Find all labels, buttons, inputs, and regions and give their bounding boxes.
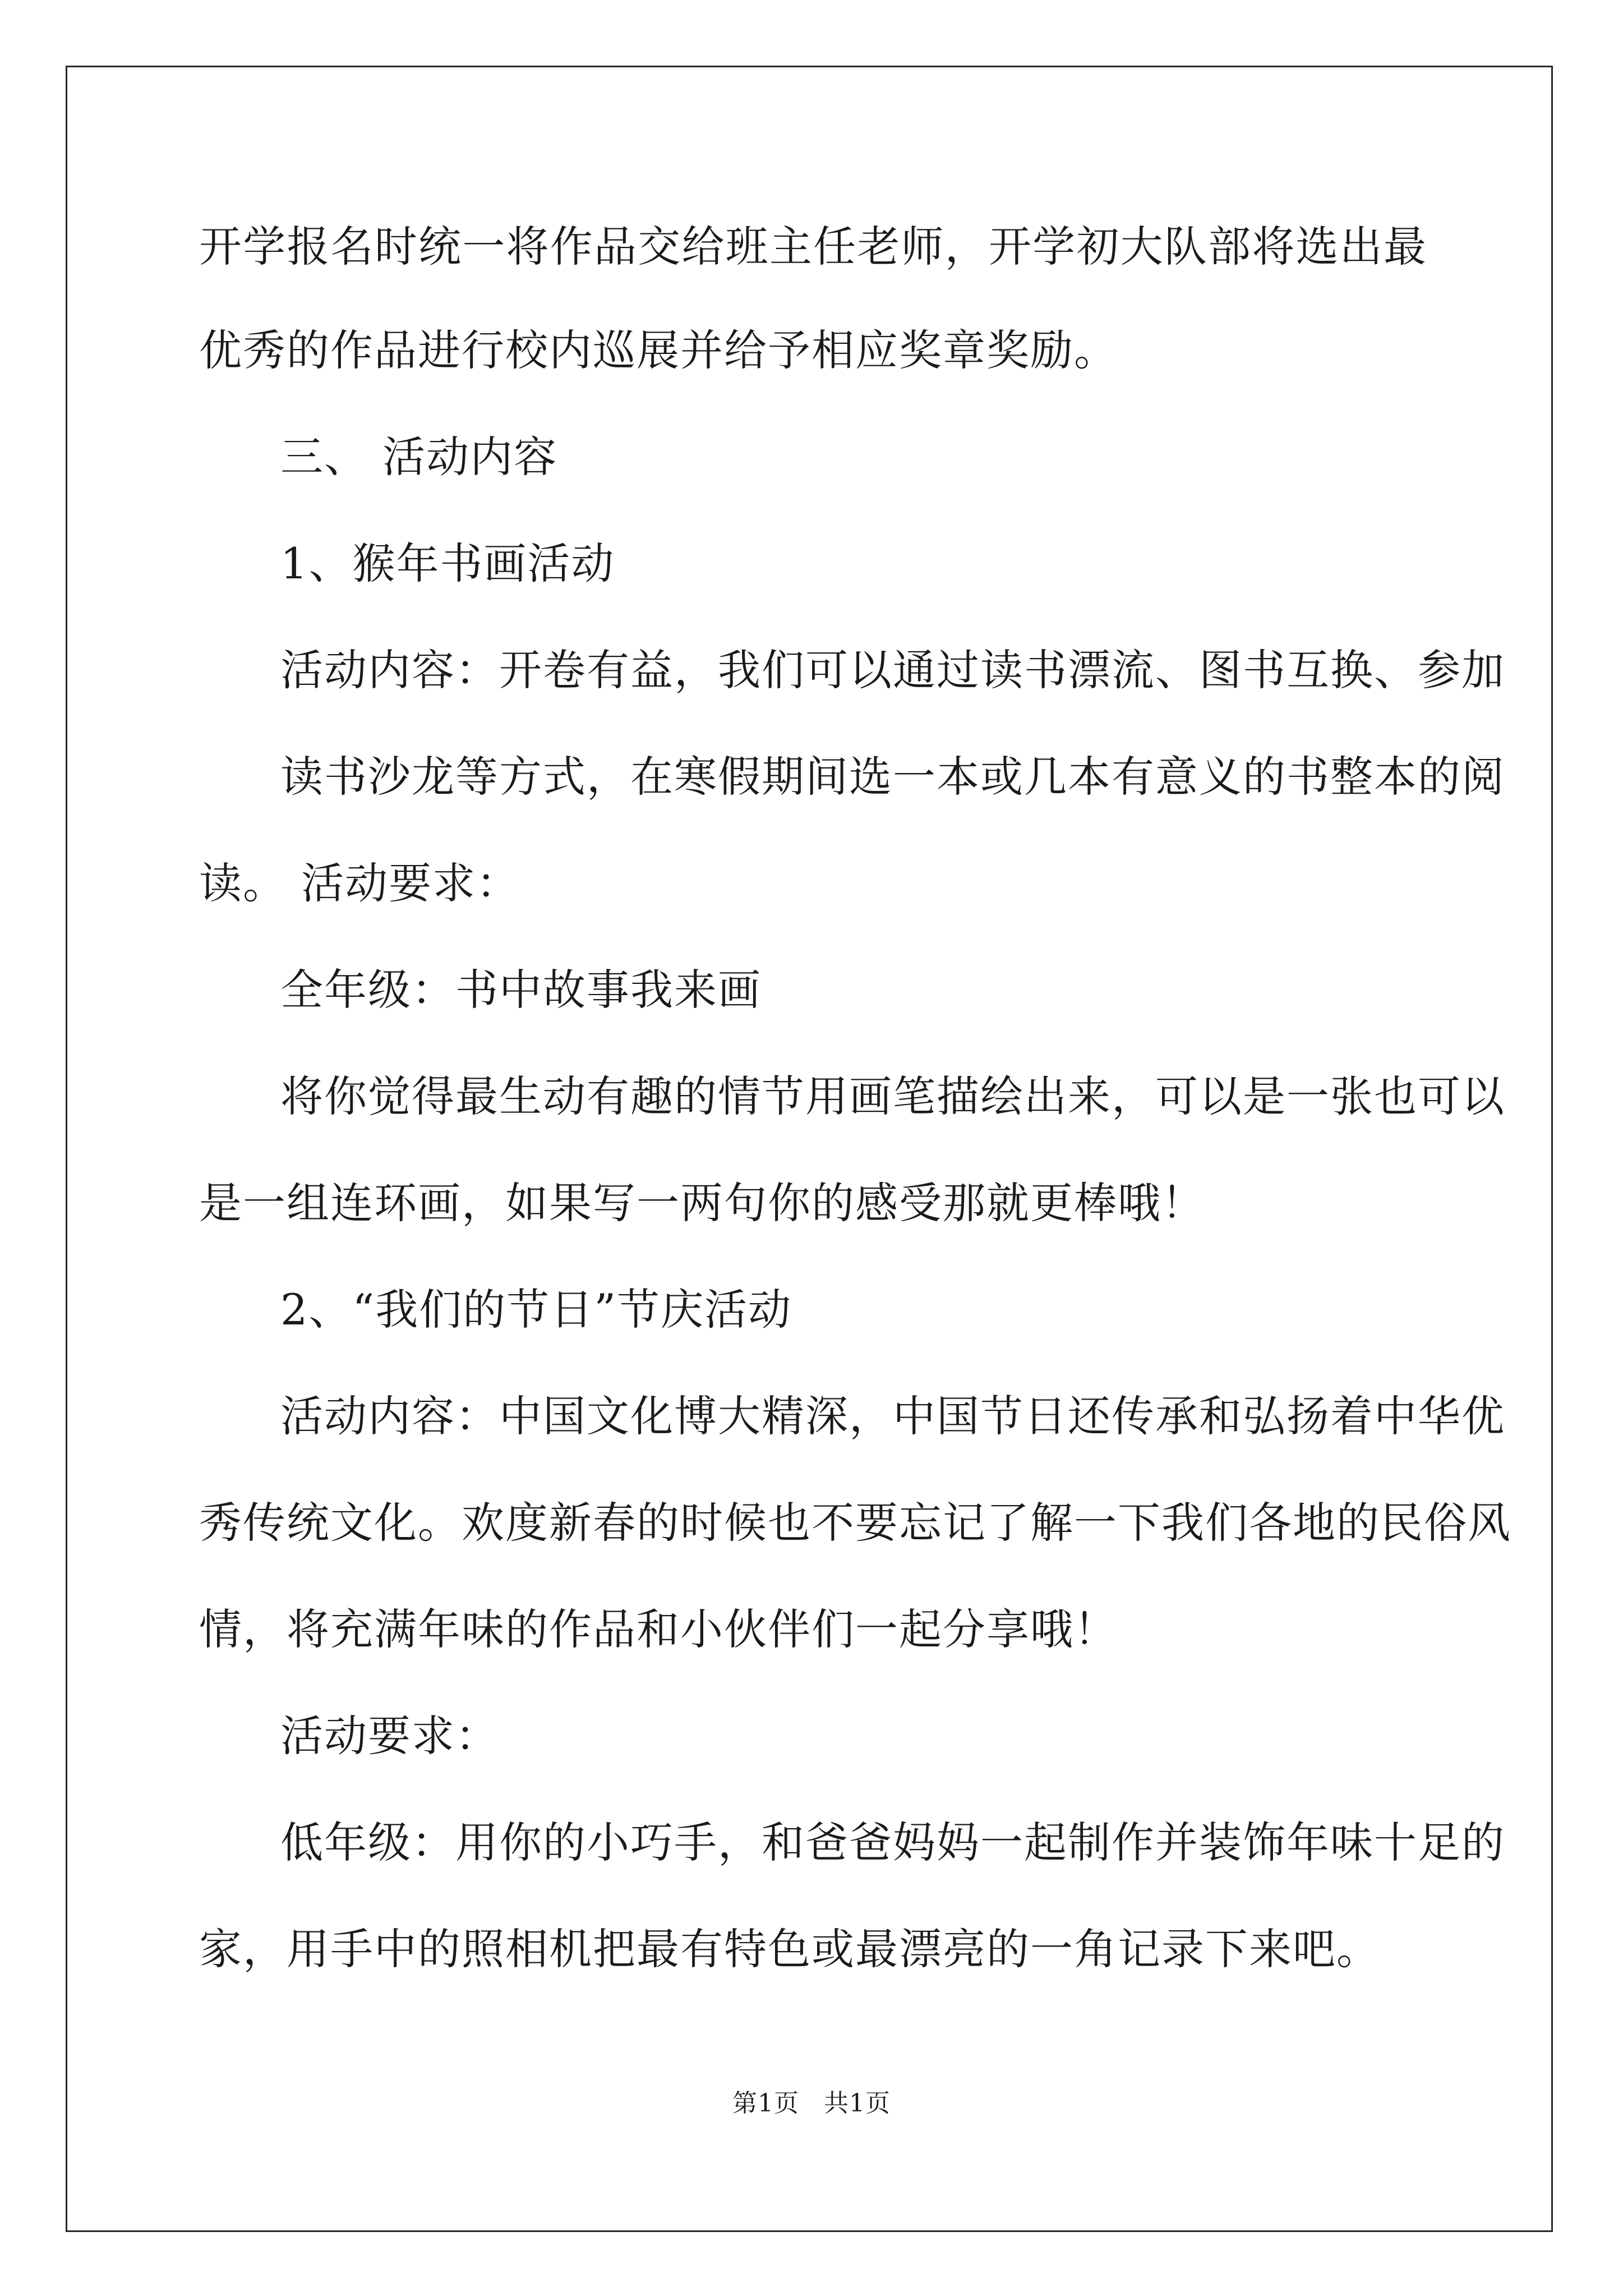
paragraph-line: 读。 活动要求： (199, 858, 520, 908)
paragraph-line: 读书沙龙等方式，在寒假期间选一本或几本有意义的书整本的阅 (280, 752, 1505, 802)
paragraph-line: 情，将充满年味的作品和小伙伴们一起分享哦！ (199, 1604, 1118, 1654)
paragraph-line: 全年级：书中故事我来画 (280, 965, 762, 1015)
paragraph-line: 优秀的作品进行校内巡展并给予相应奖章奖励。 (199, 325, 1118, 375)
page-number-current: 第1页 (732, 2089, 799, 2118)
paragraph-line: 活动内容：开卷有益，我们可以通过读书漂流、图书互换、参加 (280, 645, 1505, 695)
paragraph-line: 将你觉得最生动有趣的情节用画笔描绘出来，可以是一张也可以 (280, 1071, 1505, 1121)
paragraph-line: 活动要求： (280, 1711, 499, 1761)
subsection-heading: 2、“我们的节日”节庆活动 (280, 1285, 792, 1335)
paragraph-line: 家，用手中的照相机把最有特色或最漂亮的一角记录下来吧。 (199, 1924, 1380, 1974)
document-body (199, 0, 1511, 2076)
page-number-total: 共1页 (824, 2089, 891, 2118)
section-heading: 三、 活动内容 (280, 432, 558, 482)
paragraph-line: 低年级：用你的小巧手，和爸爸妈妈一起制作并装饰年味十足的 (280, 1818, 1505, 1867)
page-footer (0, 2087, 1623, 2120)
paragraph-line: 是一组连环画，如果写一两句你的感受那就更棒哦！ (199, 1178, 1205, 1228)
paragraph-line: 活动内容：中国文化博大精深，中国节日还传承和弘扬着中华优 (280, 1391, 1505, 1441)
paragraph-line: 秀传统文化。欢度新春的时候也不要忘记了解一下我们各地的民俗风 (199, 1498, 1511, 1548)
subsection-heading: 1、猴年书画活动 (280, 539, 615, 588)
paragraph-line: 开学报名时统一将作品交给班主任老师，开学初大队部将选出最 (199, 222, 1427, 272)
